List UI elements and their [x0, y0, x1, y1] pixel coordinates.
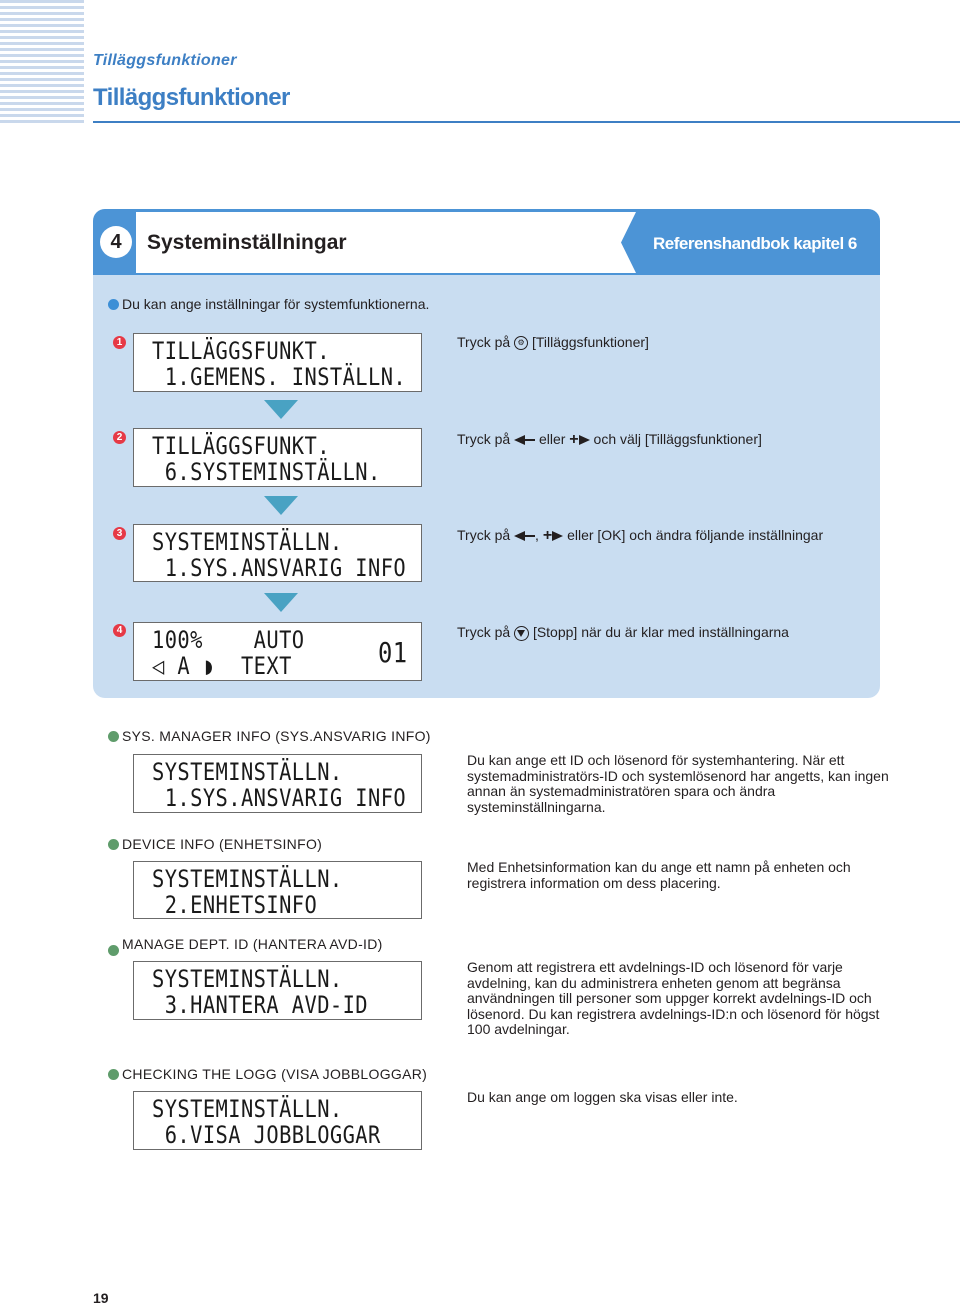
lcd-line-1: 100% AUTO — [152, 626, 305, 654]
running-header: Tilläggsfunktioner — [93, 52, 237, 69]
lcd-line-1: SYSTEMINSTÄLLN. — [152, 528, 343, 556]
lcd-line-1: TILLÄGGSFUNKT. — [152, 432, 330, 460]
section-bullet — [108, 839, 119, 850]
step-number-2: 2 — [113, 431, 126, 444]
plus-key-icon: + — [542, 527, 553, 545]
lcd-line-1: SYSTEMINSTÄLLN. — [152, 1095, 343, 1123]
step-3-instruction — [457, 527, 823, 543]
lcd-line-2: 6.SYSTEMINSTÄLLN. — [152, 458, 381, 486]
section-description: Du kan ange om loggen ska visas eller inte. — [467, 1089, 738, 1105]
section-title: Systeminställningar — [147, 231, 347, 254]
plus-key-icon: + — [569, 431, 579, 449]
down-arrow-icon — [264, 593, 298, 612]
lcd-line-1: SYSTEMINSTÄLLN. — [152, 865, 343, 893]
lcd-display-step-4 — [133, 622, 422, 681]
lcd-display-sys-manager-info — [133, 754, 422, 813]
section-label-checking-the-logg: CHECKING THE LOGG (VISA JOBBLOGGAR) — [122, 1066, 428, 1082]
section-bullet — [108, 945, 119, 956]
right-arrow-key-icon — [579, 435, 590, 445]
down-arrow-icon — [264, 496, 298, 515]
step-number-4: 4 — [113, 624, 126, 637]
section-description: Du kan ange ett ID och lösenord för systemhantering. När ett systemadministratörs-ID och systemlösenord har angetts, kan ingen annan än systemadministratören spara och ändra systeminställningarna. — [467, 752, 889, 815]
lcd-display-step-3 — [133, 524, 422, 582]
minus-key-icon — [525, 439, 535, 441]
intro-text: Du kan ange inställningar för systemfunktionerna. — [122, 296, 430, 312]
section-label-sys-manager-info: SYS. MANAGER INFO (SYS.ANSVARIG INFO) — [122, 728, 431, 744]
section-number-badge: 4 — [100, 226, 132, 258]
intro-bullet — [108, 299, 119, 310]
left-arrow-key-icon — [514, 531, 525, 541]
instruction-text: Tryck på — [457, 624, 511, 640]
instruction-text: och välj [Tilläggsfunktioner] — [593, 431, 762, 447]
lcd-line-1: SYSTEMINSTÄLLN. — [152, 758, 343, 786]
lcd-display-step-2 — [133, 428, 422, 487]
section-bullet — [108, 1069, 119, 1080]
lcd-line-2: 1.SYS.ANSVARIG INFO — [152, 554, 407, 582]
page-title: Tilläggsfunktioner — [93, 84, 290, 111]
lcd-display-device-info — [133, 861, 422, 919]
instruction-text: [Tilläggsfunktioner] — [531, 334, 649, 350]
lcd-line-2: 1.SYS.ANSVARIG INFO — [152, 784, 407, 812]
lcd-line-1: TILLÄGGSFUNKT. — [152, 337, 330, 365]
section-label-manage-dept-id: MANAGE DEPT. ID (HANTERA AVD-ID) — [122, 936, 383, 952]
instruction-text: Tryck på — [457, 527, 511, 543]
section-description: Genom att registrera ett avdelnings-ID och lösenord för varje avdelning, kan du administrera enheten genom att begränsa användningen till personer som uppger korrekt avdelnings-ID och lösenord. Du kan registrera avdelnings-ID:n och lösenord för högst 100 avdelningar. — [467, 959, 880, 1037]
stop-key-icon — [514, 626, 529, 641]
lcd-line-2: 2.ENHETSINFO — [152, 891, 318, 919]
instruction-text: Tryck på — [457, 334, 511, 350]
step-2-instruction — [457, 431, 762, 447]
section-label-device-info: DEVICE INFO (ENHETSINFO) — [122, 836, 323, 852]
lcd-display-manage-dept-id — [133, 961, 422, 1020]
header-rule — [93, 121, 960, 123]
lcd-counter: 01 — [378, 636, 408, 669]
step-number-3: 3 — [113, 527, 126, 540]
step-4-instruction — [457, 624, 789, 641]
step-number-1: 1 — [113, 336, 126, 349]
instruction-text: , — [535, 527, 539, 543]
instruction-text: [Stopp] när du är klar med inställningarna — [532, 624, 789, 640]
lcd-display-step-1 — [133, 333, 422, 392]
page-number: 19 — [93, 1290, 109, 1306]
lcd-line-2: ◁ A ◗ TEXT — [152, 652, 292, 680]
instruction-text: eller [OK] och ändra följande inställningar — [567, 527, 824, 543]
lcd-line-2: 3.HANTERA AVD-ID — [152, 991, 369, 1019]
reference-label: Referenshandbok kapitel 6 — [653, 234, 857, 253]
minus-key-icon — [525, 535, 535, 537]
left-arrow-key-icon — [514, 435, 525, 445]
additional-functions-key-icon: ⚙ — [514, 336, 528, 350]
section-bullet — [108, 731, 119, 742]
instruction-text: Tryck på — [457, 431, 511, 447]
lcd-line-1: SYSTEMINSTÄLLN. — [152, 965, 343, 993]
step-1-instruction — [457, 334, 649, 350]
lcd-display-checking-the-logg — [133, 1091, 422, 1150]
header-stripes — [0, 0, 84, 125]
down-arrow-icon — [264, 400, 298, 419]
section-description: Med Enhetsinformation kan du ange ett namn på enheten och registrera information om dess placering. — [467, 859, 851, 891]
instruction-text: eller — [538, 431, 566, 447]
right-arrow-key-icon — [552, 531, 563, 541]
lcd-line-2: 1.GEMENS. INSTÄLLN. — [152, 363, 407, 391]
lcd-line-2: 6.VISA JOBBLOGGAR — [152, 1121, 381, 1149]
